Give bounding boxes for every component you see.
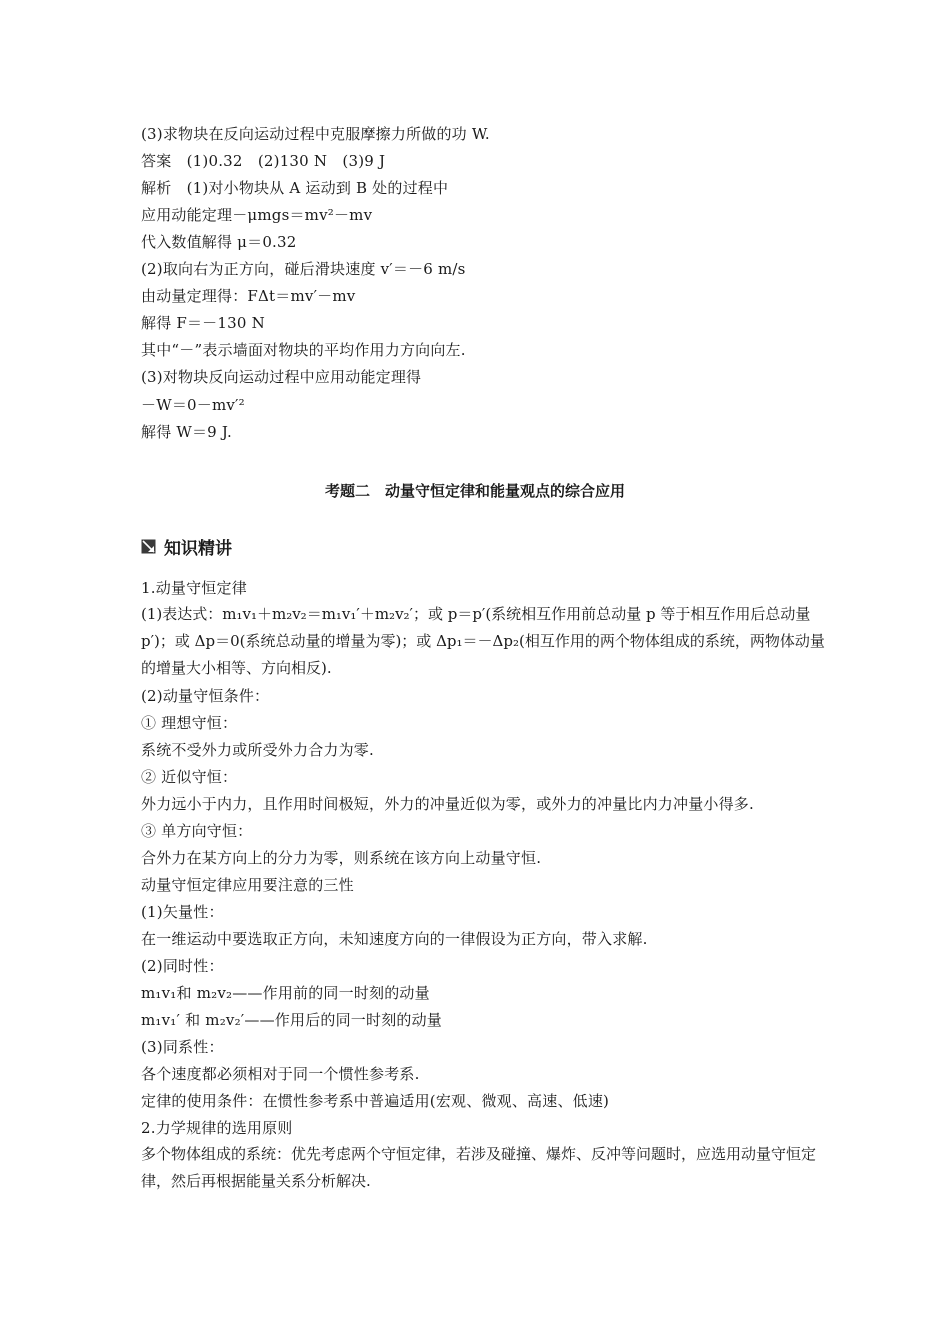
body-line-approx-desc: 外力远小于内力，且作用时间极短，外力的冲量近似为零，或外力的冲量比内力冲量小得多. [141, 795, 754, 813]
body-line-after: m₁v₁′ 和 m₂v₂′——作用后的同一时刻的动量 [141, 1011, 442, 1029]
topic-title: 考题二 动量守恒定律和能量观点的综合应用 [324, 482, 625, 500]
analysis-line-1: 解析 (1)对小物块从 A 运动到 B 处的过程中 [141, 179, 449, 197]
analysis-line-5: 由动量定理得：FΔt＝mv′－mv [141, 287, 356, 305]
body-line-approx: ② 近似守恒： [141, 768, 238, 786]
body-heading-1: 1.动量守恒定律 [141, 579, 247, 597]
body-heading-2: 2.力学规律的选用原则 [141, 1119, 293, 1137]
body-line-conditions: (2)动量守恒条件： [141, 687, 270, 705]
body-line-single-dir-desc: 合外力在某方向上的分力为零，则系统在该方向上动量守恒. [141, 849, 542, 867]
body-line-vector: (1)矢量性： [141, 903, 224, 921]
analysis-line-3: 代入数值解得 μ＝0.32 [141, 233, 297, 251]
analysis-line-7: 其中“－”表示墙面对物块的平均作用力方向向左. [141, 341, 466, 359]
body-line-conditions-of-use: 定律的使用条件：在惯性参考系中普遍适用(宏观、微观、高速、低速) [141, 1092, 610, 1110]
body-line-before: m₁v₁和 m₂v₂——作用前的同一时刻的动量 [141, 984, 430, 1002]
question-part-3: (3)求物块在反向运动过程中克服摩擦力所做的功 W. [141, 125, 490, 143]
body-line-same-frame-desc: 各个速度都必须相对于同一个惯性参考系. [141, 1065, 420, 1083]
analysis-line-4: (2)取向右为正方向，碰后滑块速度 v′＝－6 m/s [141, 260, 466, 278]
analysis-line-10: 解得 W＝9 J. [141, 423, 232, 441]
analysis-line-6: 解得 F＝－130 N [141, 314, 265, 332]
section-heading-label: 知识精讲 [164, 538, 232, 559]
body-line-vector-desc: 在一维运动中要选取正方向，未知速度方向的一律假设为正方向，带入求解. [141, 930, 648, 948]
body-line-ideal-desc: 系统不受外力或所受外力合力为零. [141, 741, 374, 759]
analysis-line-8: (3)对物块反向运动过程中应用动能定理得 [141, 368, 422, 386]
analysis-line-2: 应用动能定理－μmgs＝mv²－mv [141, 206, 373, 224]
selection-paragraph: 多个物体组成的系统：优先考虑两个守恒定律，若涉及碰撞、爆炸、反冲等问题时，应选用动量守恒定律，然后再根据能量关系分析解决. [141, 1145, 817, 1190]
body-line-ideal: ① 理想守恒： [141, 714, 238, 732]
body-line-three-props: 动量守恒定律应用要注意的三性 [141, 876, 354, 894]
body-line-same-frame: (3)同系性： [141, 1038, 224, 1056]
body-line-single-dir: ③ 单方向守恒： [141, 822, 253, 840]
body-line-simultaneity: (2)同时性： [141, 957, 224, 975]
diagonal-box-icon [141, 539, 156, 554]
analysis-line-9: －W＝0－mv′² [141, 396, 245, 414]
section-heading [141, 534, 232, 558]
expression-paragraph: (1)表达式：m₁v₁＋m₂v₂＝m₁v₁′＋m₂v₂′；或 p＝p′(系统相互作用前总动量 p 等于相互作用后总动量 p′)；或 Δp＝0(系统总动量的增量为零)；或 Δp₁＝－Δp₂(相互作用的两个物体组成的系统，两物体动量的增量大小相等、方向相反). [141, 605, 825, 677]
answer-line: 答案 (1)0.32 (2)130 N (3)9 J [141, 152, 386, 170]
